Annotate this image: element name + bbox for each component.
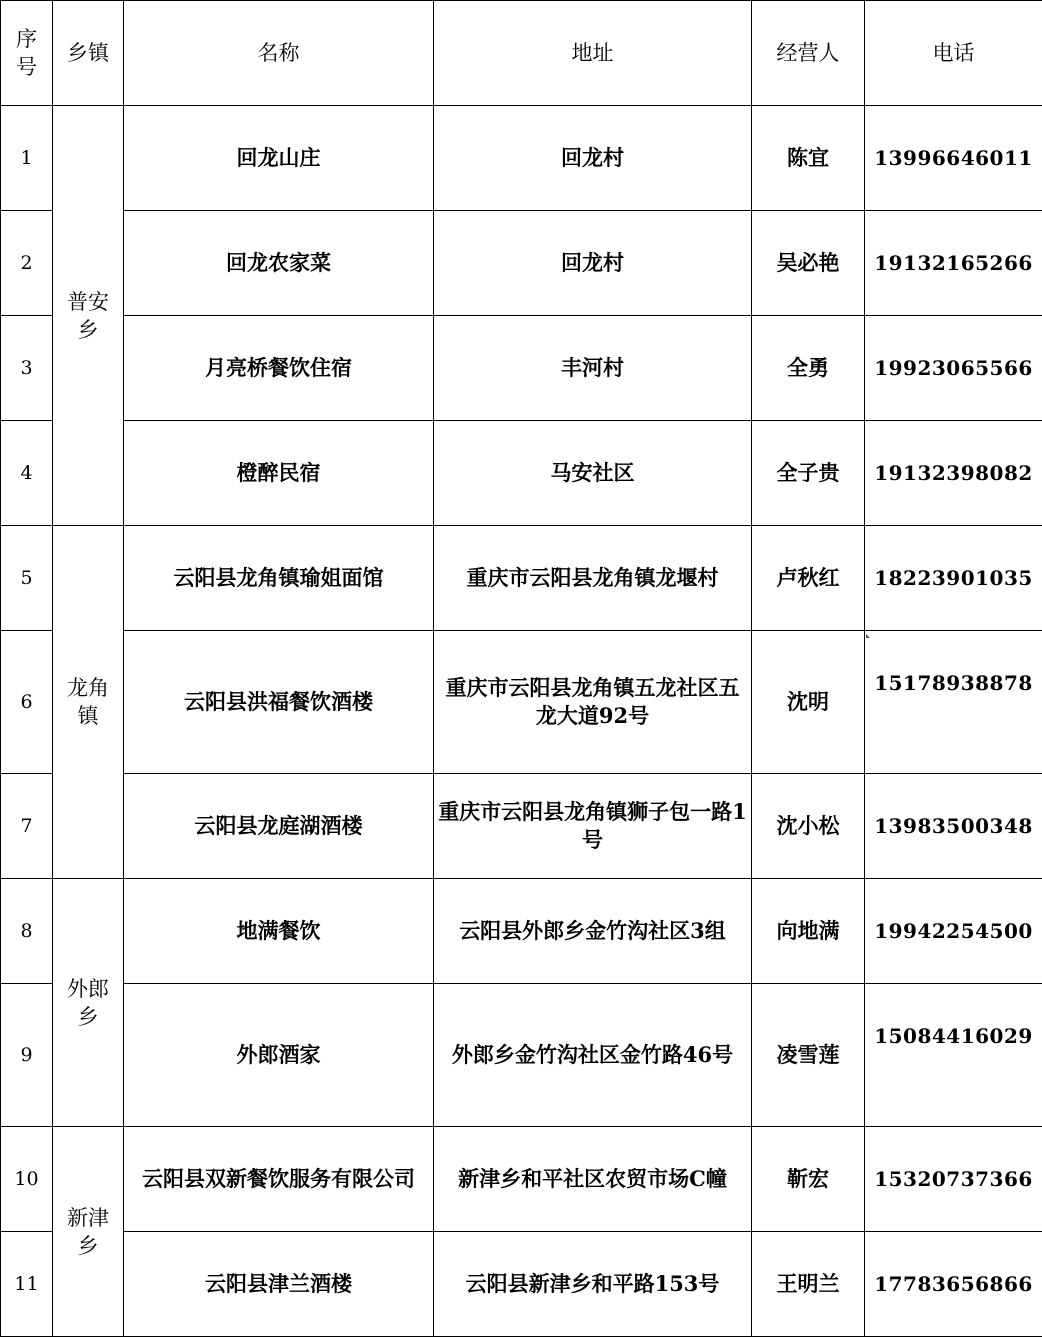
cell-seq: 2 [1, 211, 53, 316]
table-row [1, 106, 1042, 211]
cell-operator: 向地满 [752, 879, 865, 984]
cell-town: 新津乡 [53, 1127, 124, 1337]
cell-name: 云阳县双新餐饮服务有限公司 [124, 1127, 434, 1232]
cell-phone: 15320737366 [865, 1127, 1042, 1232]
cell-name: 回龙山庄 [124, 106, 434, 211]
cell-operator: 全勇 [752, 316, 865, 421]
cell-name: 云阳县龙角镇瑜姐面馆 [124, 526, 434, 631]
table-row [1, 631, 1042, 774]
header-phone: 电话 [865, 1, 1042, 106]
cell-operator: 全子贵 [752, 421, 865, 526]
cell-seq: 9 [1, 984, 53, 1127]
table-row [1, 526, 1042, 631]
cell-phone: 17783656866 [865, 1232, 1042, 1337]
cell-address: 外郎乡金竹沟社区金竹路46号 [434, 984, 752, 1127]
table-row [1, 879, 1042, 984]
cell-address: 云阳县外郎乡金竹沟社区3组 [434, 879, 752, 984]
cell-seq: 7 [1, 774, 53, 879]
cell-operator: 沈小松 [752, 774, 865, 879]
cell-address: 回龙村 [434, 106, 752, 211]
table-row [1, 1232, 1042, 1337]
cell-name: 月亮桥餐饮住宿 [124, 316, 434, 421]
cell-phone: 15084416029 [865, 984, 1042, 1127]
cell-seq: 1 [1, 106, 53, 211]
header-address: 地址 [434, 1, 752, 106]
cell-seq: 8 [1, 879, 53, 984]
header-seq: 序号 [1, 1, 53, 106]
table-row [1, 316, 1042, 421]
cell-address: 云阳县新津乡和平路153号 [434, 1232, 752, 1337]
header-name: 名称 [124, 1, 434, 106]
table-row [1, 774, 1042, 879]
cell-name: 云阳县龙庭湖酒楼 [124, 774, 434, 879]
cell-phone: 19132398082 [865, 421, 1042, 526]
cell-operator: 靳宏 [752, 1127, 865, 1232]
table-row [1, 211, 1042, 316]
header-operator: 经营人 [752, 1, 865, 106]
cell-name: 回龙农家菜 [124, 211, 434, 316]
cell-comment-marker [866, 634, 870, 638]
cell-phone: 18223901035 [865, 526, 1042, 631]
cell-name: 地满餐饮 [124, 879, 434, 984]
cell-phone: 19132165266 [865, 211, 1042, 316]
cell-seq: 10 [1, 1127, 53, 1232]
cell-operator: 凌雪莲 [752, 984, 865, 1127]
table-row [1, 1127, 1042, 1232]
cell-phone: 19942254500 [865, 879, 1042, 984]
cell-seq: 5 [1, 526, 53, 631]
cell-operator: 卢秋红 [752, 526, 865, 631]
cell-seq: 3 [1, 316, 53, 421]
cell-address: 重庆市云阳县龙角镇龙堰村 [434, 526, 752, 631]
cell-address: 回龙村 [434, 211, 752, 316]
cell-seq: 11 [1, 1232, 53, 1337]
cell-address: 马安社区 [434, 421, 752, 526]
cell-operator: 沈明 [752, 631, 865, 774]
cell-operator: 王明兰 [752, 1232, 865, 1337]
table-row [1, 421, 1042, 526]
cell-address: 新津乡和平社区农贸市场C幢 [434, 1127, 752, 1232]
cell-address: 重庆市云阳县龙角镇狮子包一路1号 [434, 774, 752, 879]
cell-operator: 陈宜 [752, 106, 865, 211]
cell-phone: 19923065566 [865, 316, 1042, 421]
cell-address: 重庆市云阳县龙角镇五龙社区五龙大道92号 [434, 631, 752, 774]
table-row [1, 984, 1042, 1127]
cell-town: 普安乡 [53, 106, 124, 526]
cell-seq: 4 [1, 421, 53, 526]
cell-name: 橙醉民宿 [124, 421, 434, 526]
cell-address: 丰河村 [434, 316, 752, 421]
header-row [1, 1, 1042, 106]
cell-seq: 6 [1, 631, 53, 774]
cell-name: 云阳县洪福餐饮酒楼 [124, 631, 434, 774]
cell-town: 龙角镇 [53, 526, 124, 879]
cell-phone: 13983500348 [865, 774, 1042, 879]
cell-phone: 13996646011 [865, 106, 1042, 211]
cell-town: 外郎乡 [53, 879, 124, 1127]
cell-phone: 15178938878 [865, 631, 1042, 774]
cell-name: 外郎酒家 [124, 984, 434, 1127]
cell-operator: 吴必艳 [752, 211, 865, 316]
cell-name: 云阳县津兰酒楼 [124, 1232, 434, 1337]
header-town: 乡镇 [53, 1, 124, 106]
